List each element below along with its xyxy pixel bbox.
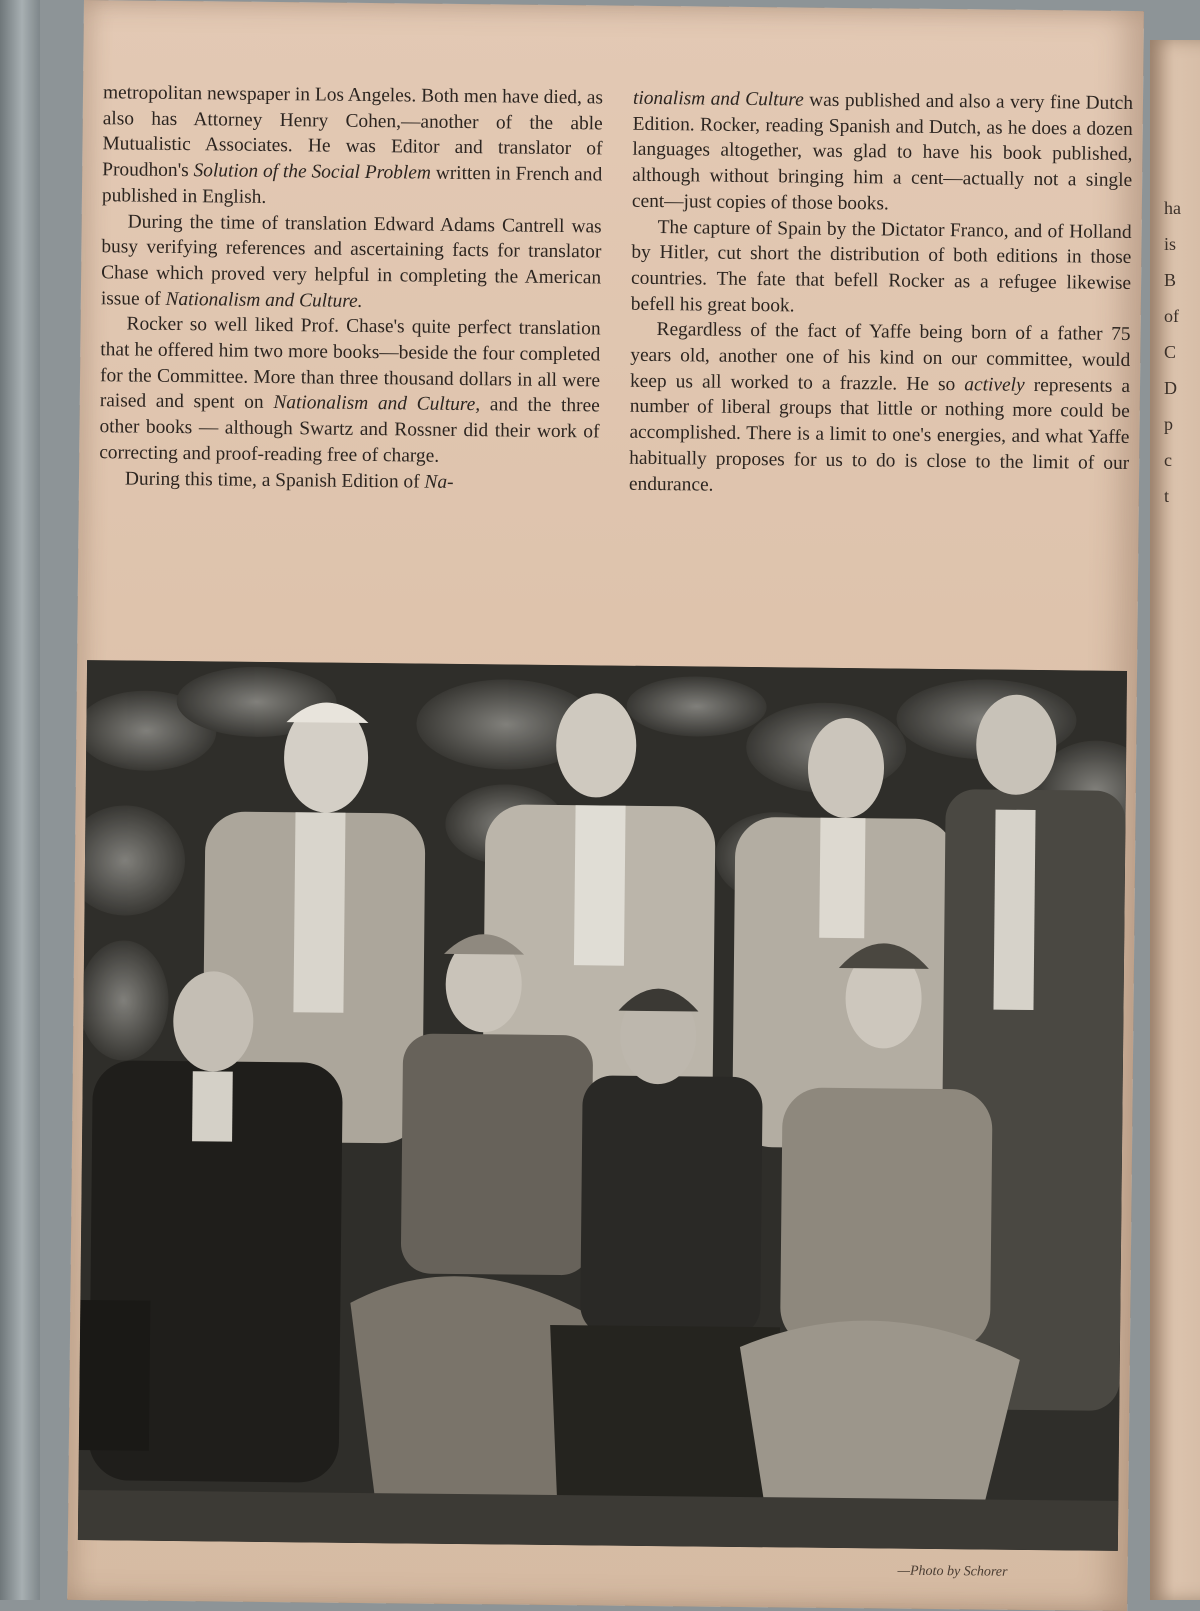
paragraph (102, 80, 603, 214)
text-run-italic: actively (964, 373, 1025, 396)
adjacent-page-fragments: ha is B of C D p c t (1164, 198, 1181, 506)
paragraph (99, 312, 601, 471)
text-run-italic: Solution of the Social Problem (193, 160, 432, 184)
paragraph (629, 317, 1131, 502)
paragraph (631, 214, 1132, 322)
text-run: Regardless of the fact of Yaffe being born of a father 75 years old, another one of his kind on our committee, would keep us all worked to a frazzle. He so (629, 319, 1131, 395)
photo-credit: —Photo by Schorer (897, 1563, 1008, 1580)
group-photograph (78, 660, 1127, 1551)
text-run: and the three other books — although Swartz and Rossner did their work of correcting and proof-reading free of charge. (99, 394, 600, 467)
text-run: metropolitan newspaper in Los Angeles. Both men have died, as also has Attorney Henry Cohen,—another of the able Mutualistic Associates. He was Editor and translator of Proudhon's (102, 82, 604, 182)
group-photograph-drawing (78, 660, 1127, 1551)
magazine-page (67, 0, 1144, 1611)
binder-edge (0, 0, 40, 1600)
left-column (99, 80, 603, 496)
paragraph (101, 209, 602, 317)
text-run-italic: Nationalism and Culture. (165, 288, 363, 312)
text-run: Rocker so well liked Prof. Chase's quite perfect translation that he offered him two more books—beside the four completed for the Committee. More than three thousand dollars in all were raised and spent on (99, 313, 601, 414)
text-run-italic: Nationalism and Culture, (273, 392, 481, 416)
text-run: written in French and published in English. (101, 162, 603, 208)
paragraph (99, 466, 599, 497)
text-run: was published and also a very fine Dutch Edition. Rocker, reading Spanish and Dutch, as he does a dozen languages altogether, was glad to have his book published, although without bringing him a cent—actually not a single cent—just copies of those books. (631, 89, 1134, 215)
right-column (629, 86, 1133, 502)
text-run: During this time, a Spanish Edition of (124, 468, 425, 493)
text-run-italic: Na- (424, 471, 454, 493)
text-run: represents a number of liberal groups that little or nothing more could be accomplished. There is a limit to one's energies, and what Yaffe habitually proposes for us to do is close to the limit of our endurance. (628, 374, 1131, 496)
text-run: During the time of translation Edward Adams Cantrell was busy verifying references and ascertaining facts for translator Chase which proved very helpful in completing the American issue of (100, 210, 602, 310)
paragraph (632, 86, 1133, 220)
text-run-italic: tionalism and Culture (632, 87, 804, 111)
text-run: The capture of Spain by the Dictator Franco, and of Holland by Hitler, cut short the distribution of both editions in those countries. The fate that befell Rocker as a refugee likewise befell his great book. (630, 216, 1132, 317)
adjacent-page-edge (1150, 40, 1200, 1600)
